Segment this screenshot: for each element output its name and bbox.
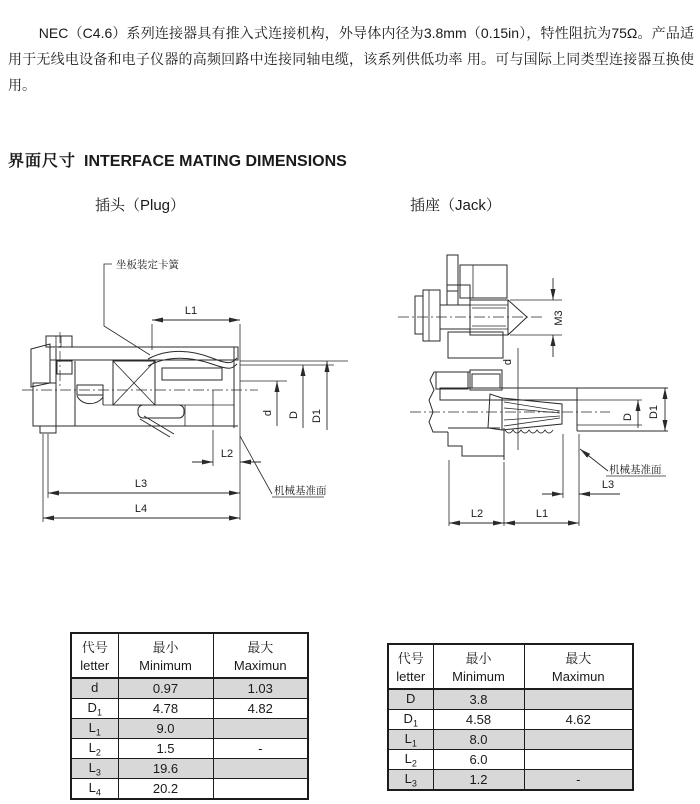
header-minimum: 最小 Minimum: [118, 633, 213, 678]
dim-letter-cell: $L_1$: [388, 730, 433, 750]
plug-callout-leader: [104, 258, 179, 355]
dim-max-cell: [524, 689, 633, 710]
table-row: [71, 699, 308, 719]
dim-max-cell: [213, 779, 308, 800]
table-row: [71, 678, 308, 699]
dim-letter-cell: $L_2$: [388, 750, 433, 770]
plug-dim-l4: L4: [134, 503, 148, 515]
plug-dim-l2: L2: [220, 448, 234, 460]
table-row: [71, 719, 308, 739]
header-minimum: 最小 Minimum: [433, 644, 524, 689]
header-maximum: 最大 Maximun: [213, 633, 308, 678]
dim-letter-cell: $L_1$: [71, 719, 118, 739]
table-row: [71, 759, 308, 779]
header-letter: 代号 letter: [388, 644, 433, 689]
jack-dimensions: [449, 434, 620, 526]
plug-dim-l1: L1: [184, 305, 198, 317]
dim-min-cell: 4.78: [118, 699, 213, 719]
jack-panel: [447, 255, 507, 358]
header-letter: 代号 letter: [71, 633, 118, 678]
dim-max-cell: 4.82: [213, 699, 308, 719]
dim-letter-cell: $L_4$: [71, 779, 118, 800]
dim-min-cell: 4.58: [433, 710, 524, 730]
jack-title: 插座（Jack）: [410, 197, 501, 214]
table-row: [388, 770, 633, 791]
dim-max-cell: 1.03: [213, 678, 308, 699]
section-heading-zh: 界面尺寸: [8, 153, 77, 170]
jack-diagram: [350, 228, 700, 543]
dim-letter-cell: d: [71, 678, 118, 699]
plug-dimension-table: [70, 632, 309, 800]
jack-dim-l3: L3: [601, 479, 615, 491]
dim-min-cell: 0.97: [118, 678, 213, 699]
jack-dim-l2: L2: [470, 508, 484, 520]
dim-max-cell: [524, 750, 633, 770]
dim-max-cell: -: [524, 770, 633, 791]
jack-dim-m3: M3: [553, 310, 565, 326]
dim-letter-cell: $D_1$: [71, 699, 118, 719]
table-row: [388, 750, 633, 770]
plug-callout-label: 坐板装定卡簧: [116, 259, 179, 271]
table-row: [388, 730, 633, 750]
table-header-row: [388, 644, 633, 689]
dim-letter-cell: D: [388, 689, 433, 710]
dim-min-cell: 8.0: [433, 730, 524, 750]
intro-paragraph: NEC（C4.6）系列连接器具有推入式连接机构，外导体内径为3.8mm（0.15in），特性阻抗为75Ω。产品适用于无线电设备和电子仪器的高频回路中连接同轴电缆，该系列供低功率 用。可与国际上同类型连接器互换使用。: [8, 25, 694, 93]
dim-min-cell: 1.2: [433, 770, 524, 791]
jack-dim-cap-d: D: [622, 413, 634, 421]
dim-letter-cell: $L_3$: [388, 770, 433, 791]
section-heading-en: INTERFACE MATING DIMENSIONS: [84, 153, 347, 170]
dim-min-cell: 19.6: [118, 759, 213, 779]
dim-letter-cell: $L_3$: [71, 759, 118, 779]
table-row: [388, 689, 633, 710]
dim-max-cell: [213, 759, 308, 779]
jack-dim-l1: L1: [535, 508, 549, 520]
jack-datum-label: 机械基准面: [609, 464, 662, 476]
dim-min-cell: 3.8: [433, 689, 524, 710]
plug-dim-d: d: [262, 409, 274, 417]
dim-max-cell: [213, 719, 308, 739]
plug-datum-label: 机械基准面: [274, 485, 327, 497]
header-maximum: 最大 Maximun: [524, 644, 633, 689]
section-heading: [8, 148, 347, 171]
jack-datum-callout: [580, 449, 666, 476]
dim-min-cell: 9.0: [118, 719, 213, 739]
jack-dim-dd1-group: [622, 388, 665, 431]
jack-dim-d: d: [502, 358, 514, 366]
dim-min-cell: 1.5: [118, 739, 213, 759]
plug-dim-cap-d: D: [288, 411, 300, 419]
plug-title: 插头（Plug）: [95, 197, 186, 214]
dim-max-cell: [524, 730, 633, 750]
jack-dim-m3-group: [510, 278, 565, 357]
plug-body-outline: [22, 332, 348, 437]
table-row: [71, 779, 308, 800]
dim-min-cell: 6.0: [433, 750, 524, 770]
dim-letter-cell: $L_2$: [71, 739, 118, 759]
table-row: [388, 710, 633, 730]
dim-max-cell: 4.62: [524, 710, 633, 730]
jack-dim-d1: D1: [648, 404, 660, 420]
jack-dimension-table: [387, 643, 634, 791]
plug-diagram: [0, 228, 350, 543]
plug-dim-d1: D1: [311, 408, 323, 424]
plug-dim-l3: L3: [134, 478, 148, 490]
table-header-row: [71, 633, 308, 678]
plug-datum-callout: [240, 436, 327, 497]
dim-max-cell: -: [213, 739, 308, 759]
table-row: [71, 739, 308, 759]
dim-min-cell: 20.2: [118, 779, 213, 800]
dim-letter-cell: $D_1$: [388, 710, 433, 730]
